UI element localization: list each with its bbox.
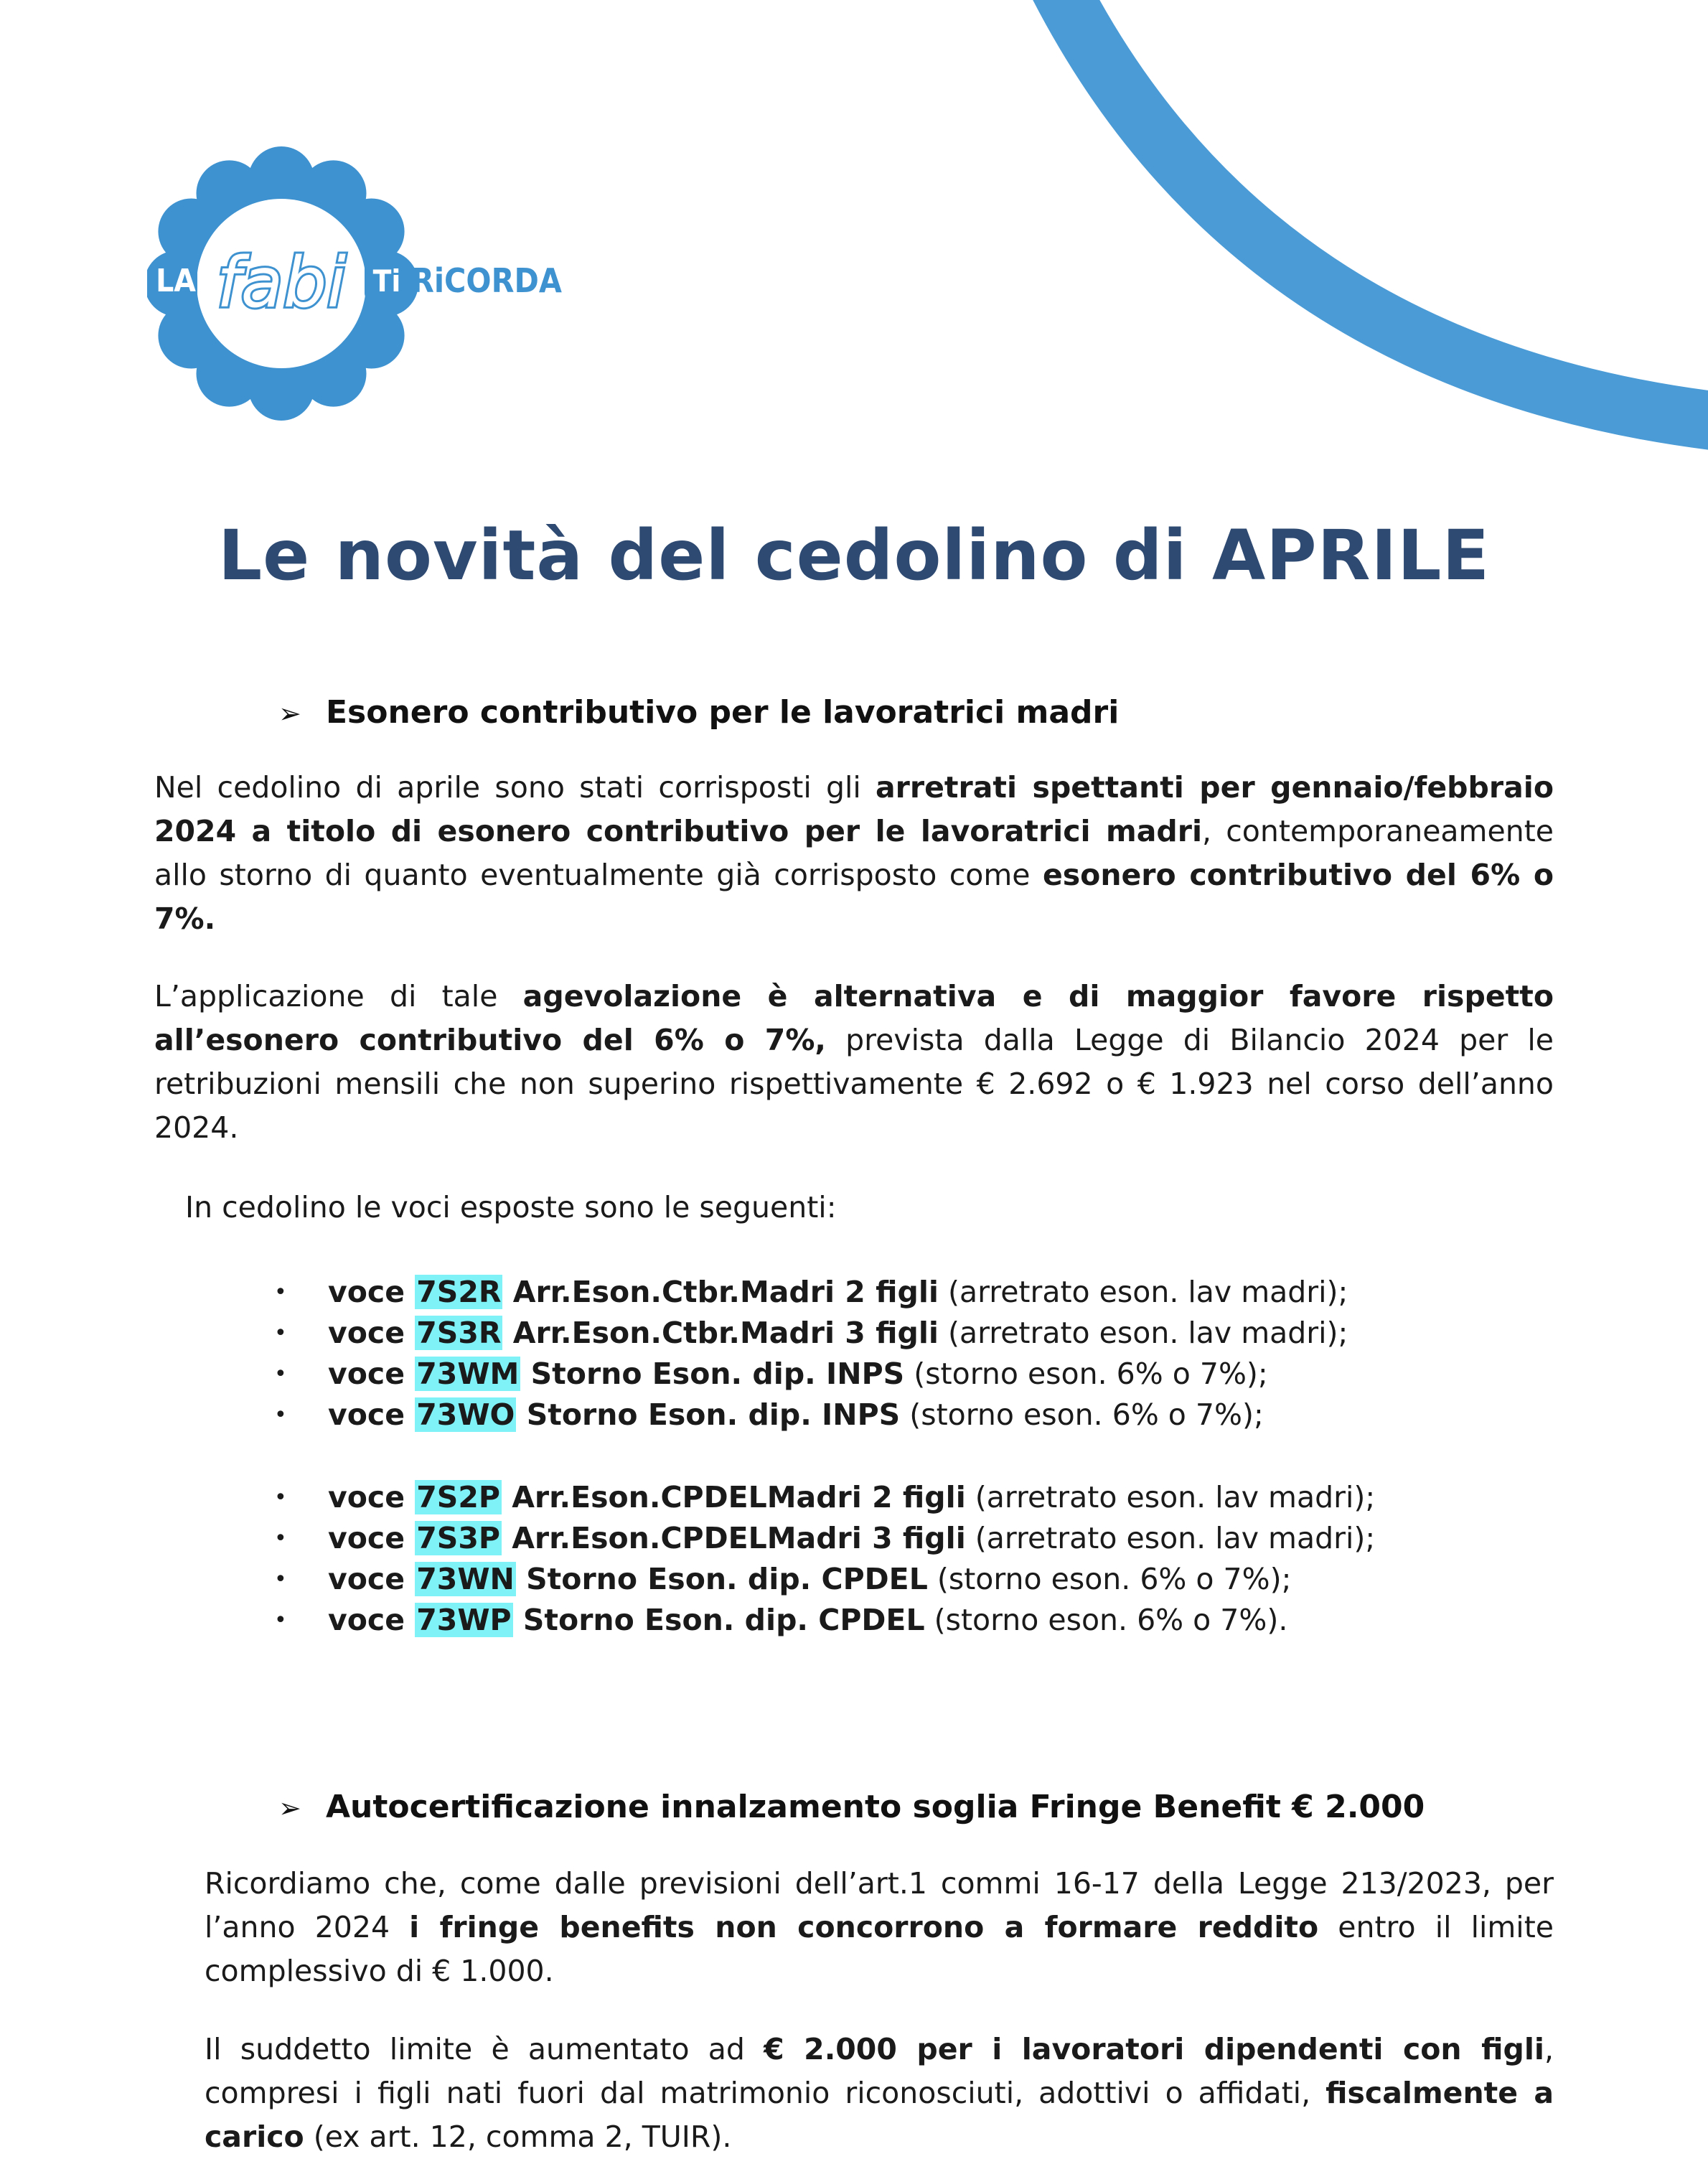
voice-item [274, 1600, 1375, 1641]
voice-name: Storno Eson. dip. CPDEL [515, 1562, 928, 1596]
voice-prefix: voce [328, 1357, 416, 1391]
section1-paragraph-1-run: Nel cedolino di aprile sono stati corrisposti gli [154, 770, 876, 805]
voice-item [274, 1395, 1348, 1436]
section2-paragraph-2-run: Il suddetto limite è aumentato ad [205, 2032, 764, 2066]
section1-heading-text: Esonero contributivo per le lavoratrici madri [326, 694, 1120, 731]
section1-heading [278, 694, 1119, 731]
arrow-bullet-icon: ➢ [278, 698, 301, 729]
voice-name: Arr.Eson.Ctbr.Madri 2 figli [502, 1275, 939, 1309]
voice-prefix: voce [328, 1480, 416, 1514]
voice-note: (arretrato eson. lav madri); [938, 1275, 1348, 1309]
voice-code: 73WP [416, 1603, 512, 1637]
voice-prefix: voce [328, 1603, 416, 1637]
logo-word-la: LA [156, 263, 196, 299]
arrow-bullet-icon: ➢ [278, 1792, 301, 1824]
voice-code: 7S3P [416, 1521, 500, 1555]
arc-stroke [1059, 0, 1708, 423]
section2-paragraph-2-run: € 2.000 per i lavoratori dipendenti con figli [764, 2032, 1544, 2066]
voice-name: Arr.Eson.CPDELMadri 2 figli [501, 1480, 966, 1514]
bullet-icon: • [274, 1362, 287, 1387]
section1-paragraph-1 [154, 766, 1554, 941]
voice-name: Arr.Eson.CPDELMadri 3 figli [501, 1521, 966, 1555]
section2-paragraph-1-run: i fringe benefits non concorrono a formare reddito [409, 1910, 1319, 1944]
voice-name: Storno Eson. dip. CPDEL [512, 1603, 925, 1637]
section2-paragraph-2-run: fiscalmente a carico [205, 2076, 1554, 2154]
voice-item [274, 1559, 1375, 1600]
voice-note: (arretrato eson. lav madri); [965, 1480, 1376, 1514]
voice-item [274, 1354, 1348, 1395]
fabi-logo [147, 140, 578, 427]
voice-note: (storno eson. 6% o 7%); [927, 1562, 1292, 1596]
voice-code: 7S3R [416, 1316, 502, 1350]
voice-note: (arretrato eson. lav madri); [965, 1521, 1376, 1555]
logo-word-ti: Ti [372, 263, 401, 299]
section2-paragraph-1-run: entro il limite complessivo di € 1.000. [205, 1910, 1554, 1988]
logo-word-ricorda: RiCORDA [411, 261, 562, 300]
voice-prefix: voce [328, 1275, 416, 1309]
section1-paragraph-2 [154, 975, 1554, 1150]
voice-prefix: voce [328, 1521, 416, 1555]
section2-paragraph-2 [205, 2028, 1554, 2159]
section1-paragraph-1-run: esonero contributivo del 6% o 7%. [154, 858, 1554, 936]
voice-item [274, 1477, 1375, 1518]
voice-note: (storno eson. 6% o 7%); [904, 1357, 1268, 1391]
section2-paragraph-1 [205, 1862, 1554, 1993]
voices-intro: In cedolino le voci esposte sono le seguenti: [185, 1190, 837, 1224]
section1-paragraph-1-run: arretrati spettanti per gennaio/febbraio 2024 a titolo di esonero contributivo per le lavoratrici madri [154, 770, 1554, 848]
voice-code: 73WO [416, 1397, 515, 1432]
voice-note: (storno eson. 6% o 7%); [900, 1397, 1264, 1432]
bullet-icon: • [274, 1485, 287, 1510]
voice-item [274, 1272, 1348, 1313]
voice-code: 7S2P [416, 1480, 500, 1514]
voice-note: (storno eson. 6% o 7%). [924, 1603, 1288, 1637]
voice-prefix: voce [328, 1562, 416, 1596]
section2-paragraph-2-run: (ex art. 12, comma 2, TUIR). [304, 2120, 732, 2154]
bullet-icon: • [274, 1567, 287, 1592]
bullet-icon: • [274, 1402, 287, 1428]
section2-paragraph-2-run: , compresi i figli nati fuori dal matrimonio riconosciuti, adottivi o affidati, [205, 2032, 1554, 2110]
bullet-icon: • [274, 1321, 287, 1346]
voice-name: Storno Eson. dip. INPS [516, 1397, 901, 1432]
voice-code: 7S2R [416, 1275, 502, 1309]
voice-code: 73WN [416, 1562, 515, 1596]
section1-paragraph-2-run: agevolazione è alternativa e di maggior favore rispetto all’esonero contributivo del 6% o 7%, [154, 979, 1554, 1057]
voice-item [274, 1518, 1375, 1559]
bullet-icon: • [274, 1608, 287, 1633]
voices-list-inps [274, 1272, 1348, 1436]
section1-paragraph-2-run: prevista dalla Legge di Bilancio 2024 per le retribuzioni mensili che non superino rispettivamente € 2.692 o € 1.923 nel corso dell’anno 2024. [154, 1023, 1554, 1145]
voices-list-cpdel [274, 1477, 1375, 1641]
voice-item [274, 1313, 1348, 1354]
logo-word-fabi: fabi [216, 243, 347, 323]
voice-name: Arr.Eson.Ctbr.Madri 3 figli [502, 1316, 939, 1350]
bullet-icon: • [274, 1280, 287, 1305]
section2-heading [278, 1789, 1425, 1825]
section2-heading-text: Autocertificazione innalzamento soglia Fringe Benefit € 2.000 [326, 1789, 1425, 1825]
voice-prefix: voce [328, 1316, 416, 1350]
voice-note: (arretrato eson. lav madri); [938, 1316, 1348, 1350]
section1-paragraph-1-run: , contemporaneamente allo storno di quanto eventualmente già corrisposto come [154, 814, 1554, 892]
section2-paragraph-1-run: Ricordiamo che, come dalle previsioni dell’art.1 commi 16-17 della Legge 213/2023, per l’anno 2024 [205, 1866, 1554, 1944]
voice-prefix: voce [328, 1397, 416, 1432]
bullet-icon: • [274, 1526, 287, 1551]
voice-code: 73WM [416, 1357, 520, 1391]
section1-paragraph-2-run: L’applicazione di tale [154, 979, 523, 1013]
page-title: Le novità del cedolino di APRILE [217, 515, 1491, 596]
voice-name: Storno Eson. dip. INPS [520, 1357, 905, 1391]
